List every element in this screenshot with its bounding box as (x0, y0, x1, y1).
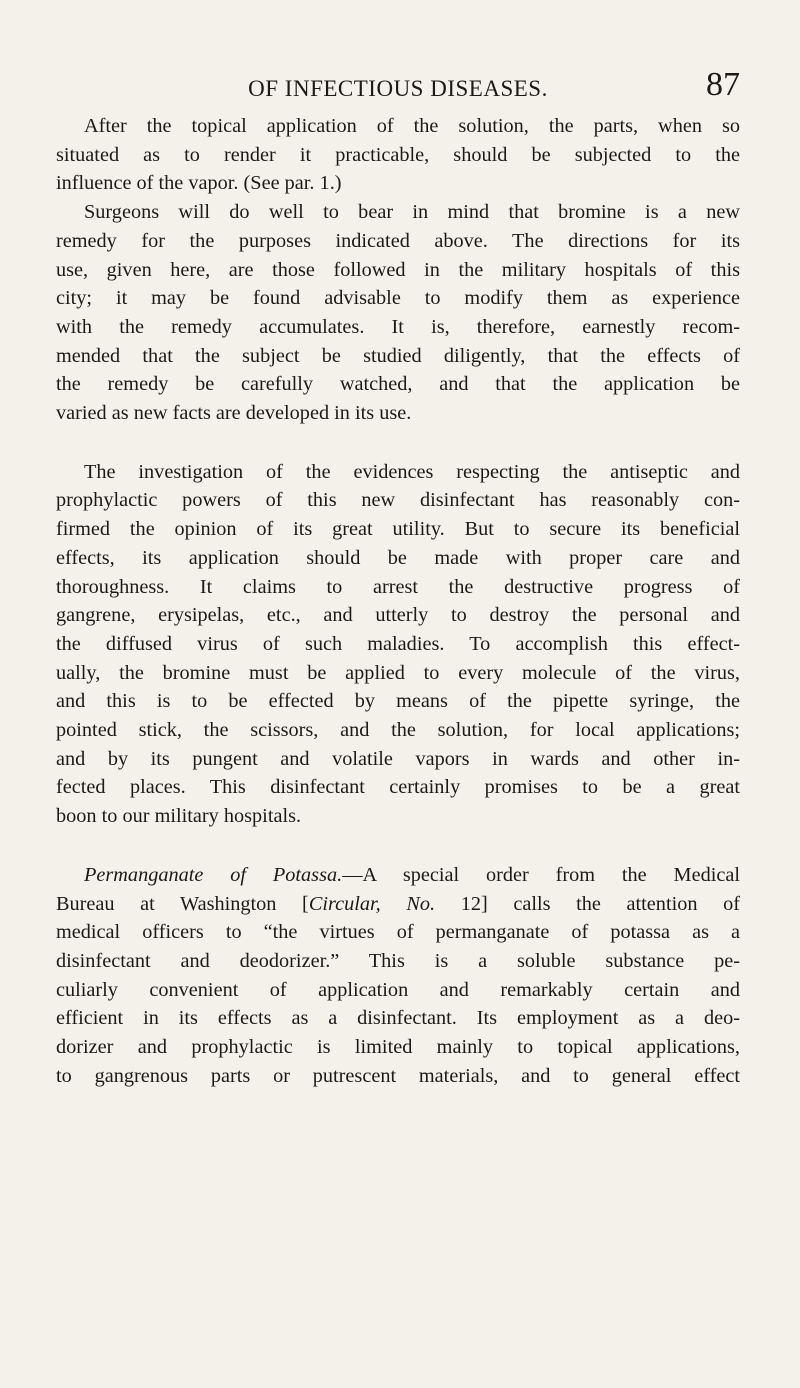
text-line: disinfectant and deodorizer.” This is a soluble substance pe- (56, 949, 740, 972)
paragraph-spacer (56, 428, 740, 458)
text-line: pointed stick, the scissors, and the solution, for local applications; (56, 719, 740, 742)
paragraph-2 (56, 198, 740, 428)
paragraph-4 (56, 861, 740, 1091)
text-line: The investigation of the evidences respecting the antiseptic and (84, 460, 740, 483)
text-line: remedy for the purposes indicated above. The directions for its (56, 229, 740, 252)
text-line: the remedy be carefully watched, and that the application be (56, 373, 740, 396)
text-span: 12] calls the attention of (435, 892, 740, 915)
text-line: to gangrenous parts or putrescent materials, and to general effect (56, 1064, 740, 1087)
text-line: effects, its application should be made with proper care and (56, 546, 740, 569)
text-line: varied as new facts are developed in its use. (56, 402, 412, 425)
text-span: Bureau at Washington [ (56, 892, 309, 915)
text-line: and by its pungent and volatile vapors in wards and other in- (56, 747, 740, 770)
text-line: gangrene, erysipelas, etc., and utterly to destroy the personal and (56, 604, 740, 627)
text-line: city; it may be found advisable to modify them as experience (56, 287, 740, 310)
text-line: the diffused virus of such maladies. To accomplish this effect- (56, 632, 740, 655)
paragraph-1 (56, 112, 740, 198)
text-line: ually, the bromine must be applied to every molecule of the virus, (56, 661, 740, 684)
text-line: medical officers to “the virtues of permanganate of potassa as a (56, 921, 740, 944)
running-title: OF INFECTIOUS DISEASES. (248, 76, 548, 101)
text-line: situated as to render it practicable, should be subjected to the (56, 143, 740, 166)
text-line: efficient in its effects as a disinfectant. Its employment as a deo- (56, 1007, 740, 1030)
text-line: After the topical application of the solution, the parts, when so (84, 115, 740, 137)
text-line: Surgeons will do well to bear in mind that bromine is a new (84, 201, 740, 224)
page-header (56, 66, 740, 110)
text-line: fected places. This disinfectant certainly promises to be a great (56, 776, 740, 799)
text-line: boon to our military hospitals. (56, 805, 302, 828)
page-number: 87 (706, 66, 740, 103)
circular-reference: Circular, No. (308, 892, 436, 915)
text-line: influence of the vapor. (See par. 1.) (56, 172, 342, 195)
text-line: thoroughness. It claims to arrest the destructive progress of (56, 575, 740, 598)
paragraph-3 (56, 458, 740, 831)
text-line (56, 861, 740, 890)
text-line: dorizer and prophylactic is limited mainly to topical applications, (56, 1036, 740, 1059)
text-line: use, given here, are those followed in the military hospitals of this (56, 258, 740, 281)
text-line (56, 890, 740, 919)
body-text (56, 112, 740, 1091)
section-heading: Permanganate of Potassa. (84, 863, 343, 886)
text-line: culiarly convenient of application and remarkably certain and (56, 978, 740, 1001)
text-line: mended that the subject be studied diligently, that the effects of (56, 344, 740, 367)
text-line: and this is to be effected by means of the pipette syringe, the (56, 690, 740, 713)
text-span: —A special order from the Medical (342, 863, 740, 886)
paragraph-spacer (56, 831, 740, 861)
text-line: firmed the opinion of its great utility. But to secure its beneficial (56, 518, 740, 541)
text-line: prophylactic powers of this new disinfectant has reasonably con- (56, 489, 740, 512)
text-line: with the remedy accumulates. It is, therefore, earnestly recom- (56, 315, 740, 338)
